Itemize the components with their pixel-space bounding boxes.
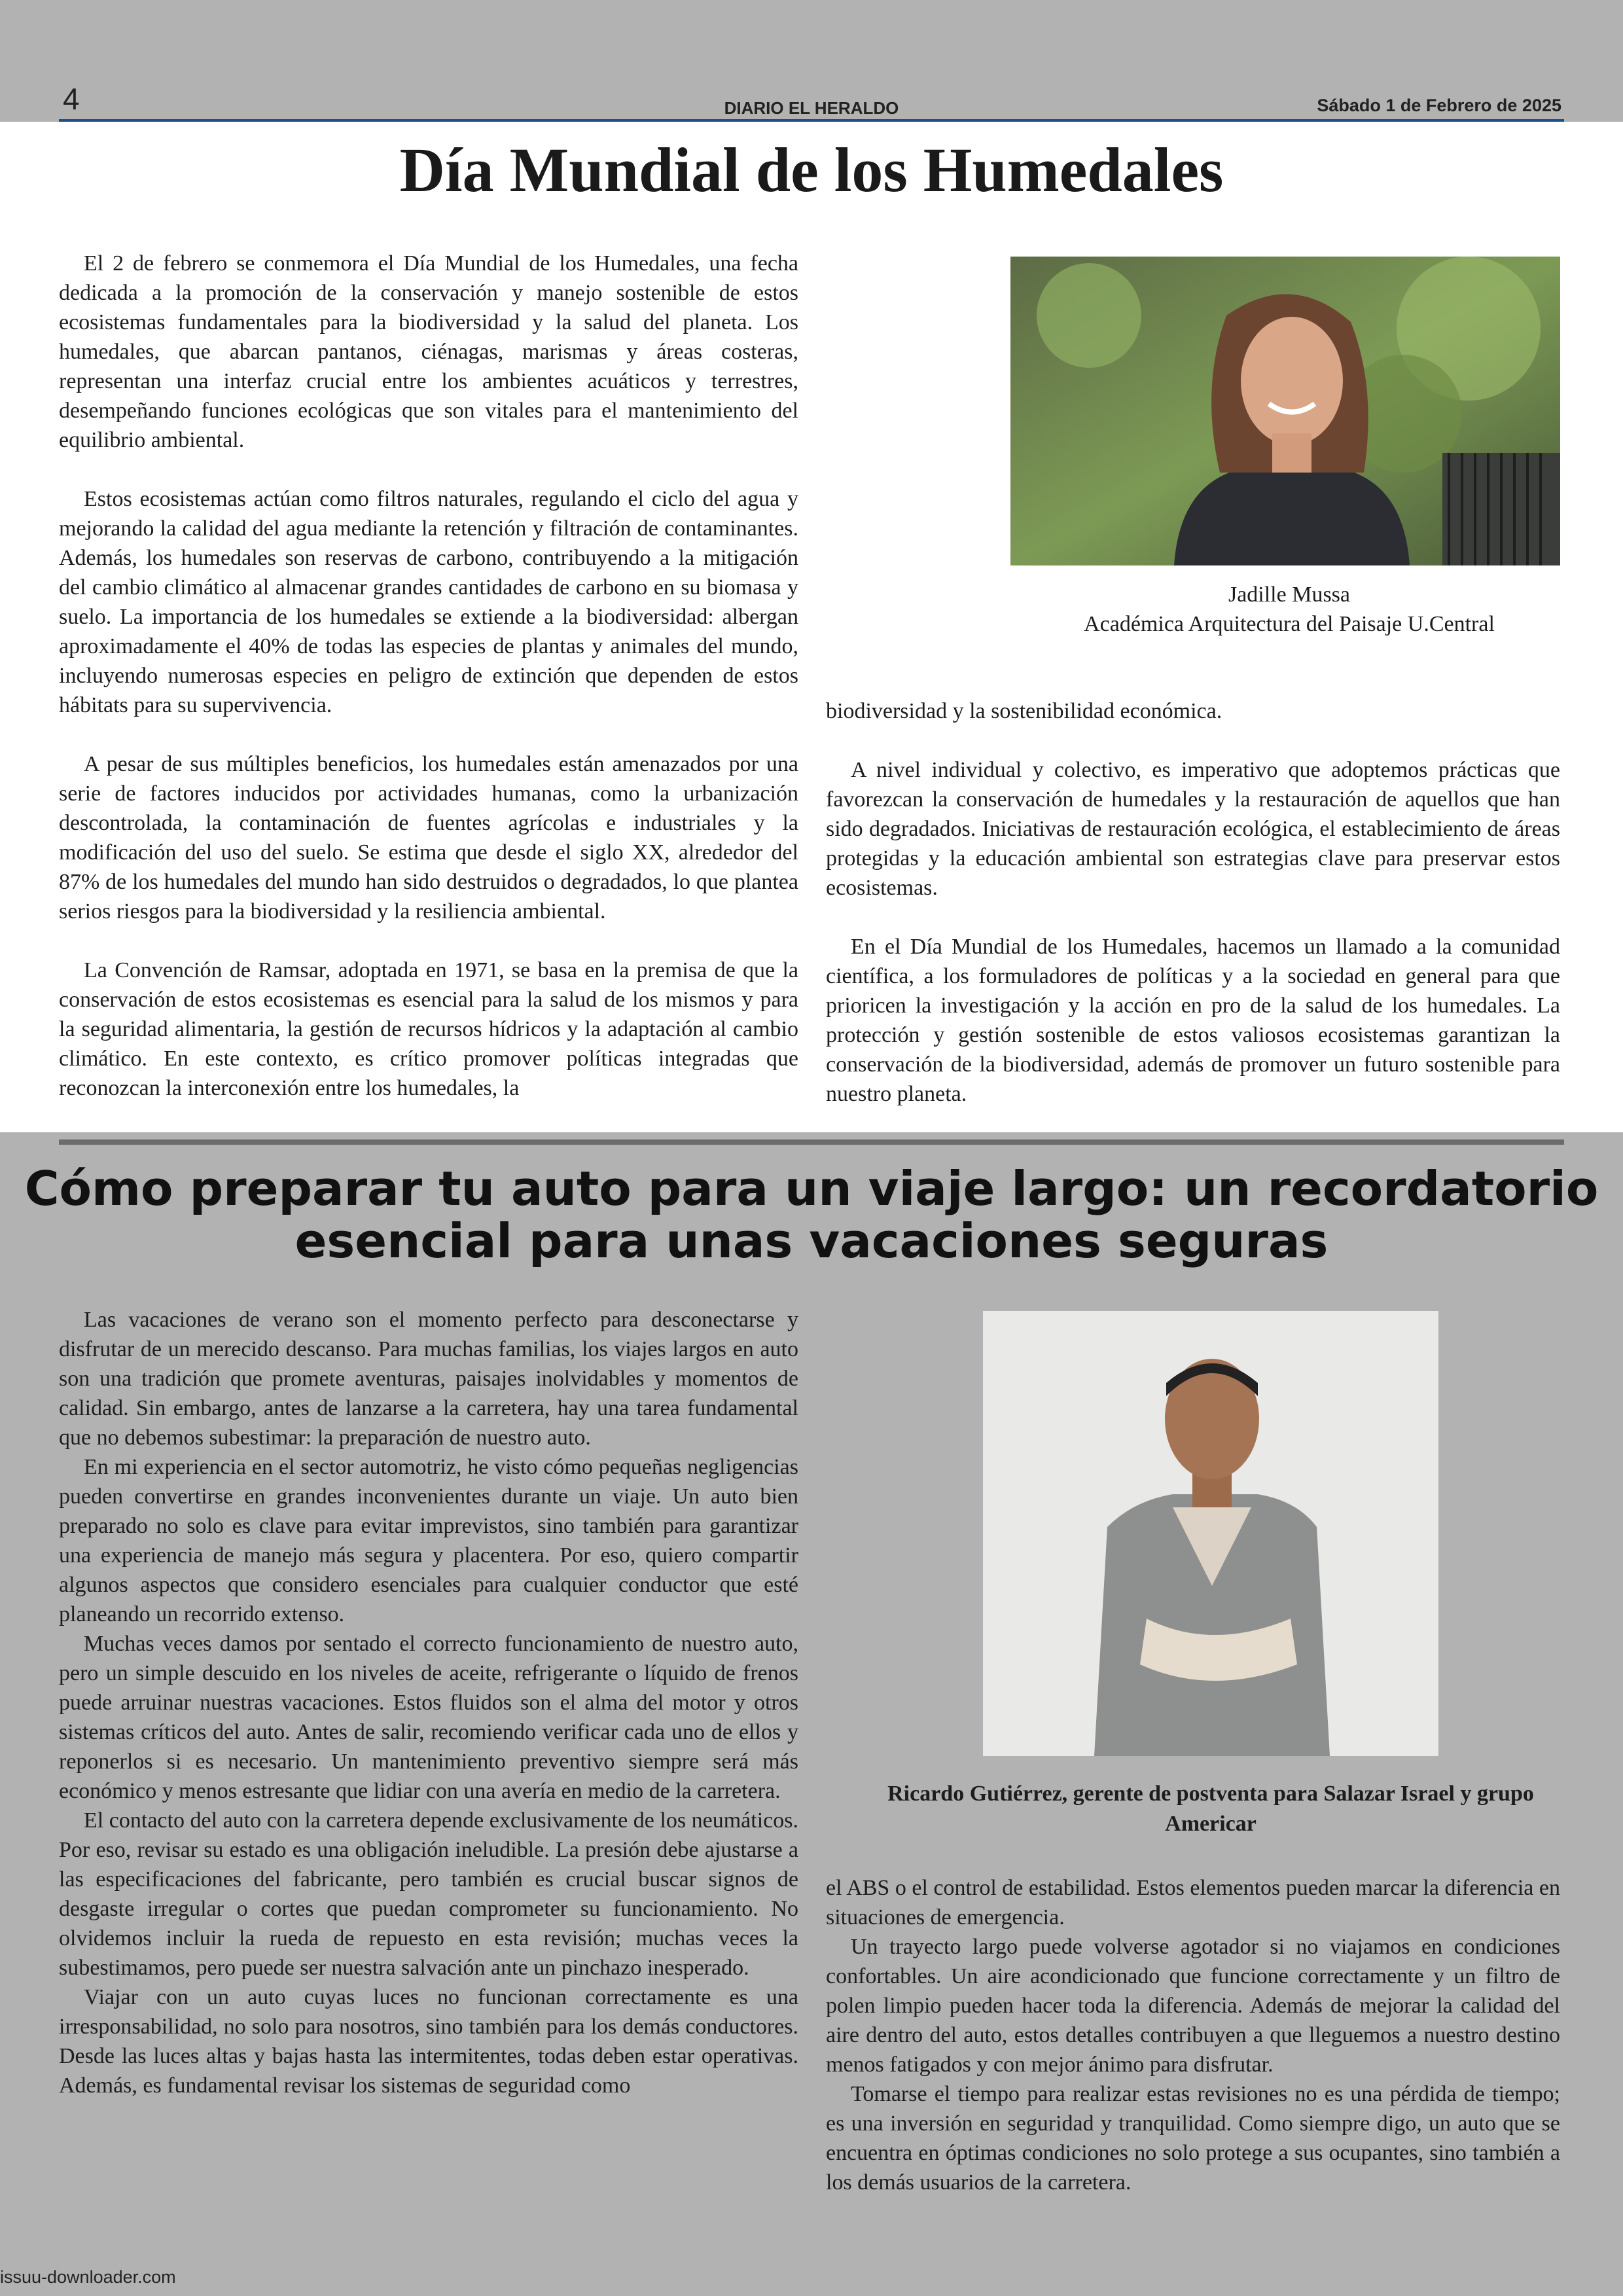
paragraph: La Convención de Ramsar, adoptada en 1971, se basa en la premisa de que la conservación de estos ecosistemas es esencial para la salud de los mismos y para la seguridad alimentaria, la gestión de recursos hídricos y la adaptación al cambio climático. En este contexto, es crítico promover políticas integradas que reconozcan la interconexión entre los humedales, la	[59, 958, 798, 1100]
portrait-man-image	[983, 1311, 1438, 1756]
caption-name: Jadille Mussa	[1228, 583, 1351, 607]
paragraph: biodiversidad y la sostenibilidad económica.	[826, 699, 1222, 723]
caption-role: Académica Arquitectura del Paisaje U.Central	[1084, 612, 1495, 636]
paragraph: En mi experiencia en el sector automotriz, he visto cómo pequeñas negligencias pueden convertirse en grandes inconvenientes durante un viaje. Un auto bien preparado no solo es clave para evitar imprevistos, sino también para garantizar una experiencia de manejo más segura y placentera. Por eso, quiero compartir algunos aspectos que considero esenciales para cualquier conductor que esté planeando un recorrido extenso.	[59, 1455, 798, 1626]
paragraph: Tomarse el tiempo para realizar estas revisiones no es una pérdida de tiempo; es una inversión en seguridad y tranquilidad. Como siempre digo, un auto que se encuentra en óptimas condiciones no solo protege a sus ocupantes, sino también a los demás usuarios de la carretera.	[826, 2082, 1560, 2195]
paragraph: El contacto del auto con la carretera depende exclusivamente de los neumáticos. Por eso, revisar su estado es una obligación ineludible. La presión debe ajustarse a las especificaciones del fabricante, pero también es crucial buscar signos de desgaste irregular o cortes que puedan comprometer su funcionamiento. No olvidemos incluir la rueda de repuesto en esta revisión; muchas veces la subestimamos, pero puede ser nuestra salvación ante un pinchazo inesperado.	[59, 1808, 798, 1980]
paragraph: Un trayecto largo puede volverse agotador si no viajamos en condiciones confortables. Un aire acondicionado que funcione correctamente y un filtro de polen limpio pueden hacer toda la diferencia. Además de mejorar la calidad del aire dentro del auto, estos detalles contribuyen a que lleguemos a nuestro destino menos fatigados y con mejor ánimo para disfrutar.	[826, 1935, 1560, 2077]
issue-date: Sábado 1 de Febrero de 2025	[1317, 96, 1561, 115]
paragraph: El 2 de febrero se conmemora el Día Mundial de los Humedales, una fecha dedicada a la promoción de la conservación y manejo sostenible de estos ecosistemas fundamentales para la biodiversidad y la salud del planeta. Los humedales, que abarcan pantanos, ciénagas, marismas y áreas costeras, representan una interfaz crucial entre los ambientes acuáticos y terrestres, desempeñando funciones ecológicas que son vitales para el mantenimiento del equilibrio ambiental.	[59, 251, 798, 452]
article-car-title	[0, 1162, 1623, 1267]
paragraph: A nivel individual y colectivo, es imperativo que adoptemos prácticas que favorezcan la conservación de humedales y la restauración de aquellos que han sido degradados. Iniciativas de restauración ecológica, el establecimiento de áreas protegidas y la educación ambiental son estrategias clave para preservar estos ecosistemas.	[826, 758, 1560, 900]
paragraph: Las vacaciones de verano son el momento perfecto para desconectarse y disfrutar de un merecido descanso. Para muchas familias, los viajes largos en auto son una tradición que promete aventuras, paisajes inolvidables y momentos de calidad. Sin embargo, antes de lanzarse a la carretera, hay una tarea fundamental que no debemos subestimar: la preparación de nuestro auto.	[59, 1308, 798, 1450]
paragraph: Estos ecosistemas actúan como filtros naturales, regulando el ciclo del agua y mejorando la calidad del agua mediante la retención y filtración de contaminantes. Además, los humedales son reservas de carbono, contribuyendo a la mitigación del cambio climático al almacenar grandes cantidades de carbono en su biomasa y suelo. La importancia de los humedales se extiende a la biodiversidad: albergan aproximadamente el 40% de todas las especies de plantas y animales del mundo, incluyendo numerosas especies en peligro de extinción que dependen de estos hábitats para su supervivencia.	[59, 487, 798, 717]
section-divider	[59, 1139, 1564, 1145]
photo-caption	[962, 580, 1616, 639]
article-wetlands-column-2	[826, 696, 1560, 1138]
author-photo-jadille-mussa	[1010, 257, 1560, 565]
article-wetlands-title: Día Mundial de los Humedales	[399, 135, 1224, 205]
newspaper-name: DIARIO EL HERALDO	[724, 98, 899, 118]
title-line-1: Cómo preparar tu auto para un viaje largo: un recordatorio	[24, 1161, 1599, 1216]
author-photo-ricardo-gutierrez	[983, 1311, 1438, 1756]
paragraph: Viajar con un auto cuyas luces no funcionan correctamente es una irresponsabilidad, no solo para nosotros, sino también para los demás conductores. Desde las luces altas y bajas hasta las intermitentes, todas deben estar operativas. Además, es fundamental revisar los sistemas de seguridad como	[59, 1985, 798, 2098]
page-number: 4	[63, 82, 80, 116]
paragraph: A pesar de sus múltiples beneficios, los humedales están amenazados por una serie de factores inducidos por actividades humanas, como la urbanización descontrolada, la contaminación de fuentes agrícolas e industriales y la modificación del uso del suelo. Se estima que desde el siglo XX, alrededor del 87% de los humedales del mundo han sido destruidos o degradados, lo que plantea serios riesgos para la biodiversidad y la resiliencia ambiental.	[59, 752, 798, 924]
title-line-2: esencial para unas vacaciones seguras	[294, 1213, 1329, 1268]
paragraph: Muchas veces damos por sentado el correcto funcionamiento de nuestro auto, pero un simple descuido en los niveles de aceite, refrigerante o líquido de frenos puede arruinar nuestras vacaciones. Estos fluidos son el alma del motor y otros sistemas críticos del auto. Antes de salir, recomiendo verificar cada uno de ellos y reponerlos si es necesario. Un mantenimiento preventivo siempre será más económico y menos estresante que lidiar con una avería en medio de la carretera.	[59, 1632, 798, 1803]
article-wetlands-column-1	[59, 249, 798, 1132]
photo-caption: Ricardo Gutiérrez, gerente de postventa para Salazar Israel y grupo Americar	[887, 1782, 1534, 1836]
portrait-woman-image	[1010, 257, 1560, 565]
watermark-text: issuu-downloader.com	[0, 2267, 176, 2287]
paragraph: el ABS o el control de estabilidad. Estos elementos pueden marcar la diferencia en situaciones de emergencia.	[826, 1876, 1560, 1929]
paragraph: En el Día Mundial de los Humedales, hacemos un llamado a la comunidad científica, a los formuladores de políticas y a la sociedad en general para que prioricen la investigación y la acción en pro de la salud de los humedales. La protección y gestión sostenible de estos valiosos ecosistemas garantizan la conservación de la biodiversidad, además de promover un futuro sostenible para nuestro planeta.	[826, 935, 1560, 1106]
article-car-column-2	[826, 1873, 1560, 2197]
article-car-column-1	[59, 1305, 798, 2100]
